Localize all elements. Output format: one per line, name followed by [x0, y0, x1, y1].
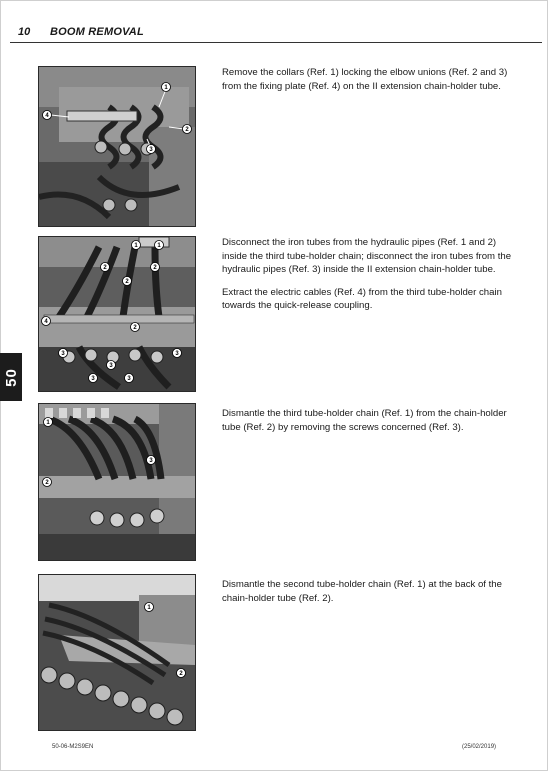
svg-text:1: 1: [157, 243, 161, 249]
svg-text:3: 3: [175, 351, 179, 357]
svg-text:3: 3: [61, 351, 65, 357]
step-4-callout-1: [145, 603, 154, 612]
chapter-tab: [0, 353, 22, 401]
step-3-paragraph: Dismantle the third tube-holder chain (Ref. 1) from the chain-holder tube (Ref. 2) by removing the screws concerned (Ref. 3).: [222, 408, 507, 433]
step-4-paragraph: Dismantle the second tube-holder chain (Ref. 1) at the back of the chain-holder tube (Ref. 2).: [222, 579, 502, 604]
step-4-callout-2: [177, 669, 186, 678]
svg-text:2: 2: [185, 127, 189, 133]
step-3-text: [222, 407, 512, 443]
svg-text:3: 3: [91, 376, 95, 382]
step-1-callout-4: [43, 111, 52, 120]
svg-text:1: 1: [46, 420, 50, 426]
svg-text:2: 2: [153, 265, 157, 271]
step-4-text: [222, 578, 512, 614]
svg-text:1: 1: [164, 85, 168, 91]
step-2-callout-4: [42, 317, 51, 326]
svg-text:2: 2: [45, 480, 49, 486]
svg-text:2: 2: [179, 671, 183, 677]
step-2-text: [222, 236, 512, 322]
header-rule: [10, 42, 542, 43]
footer-doc-code: 50-06-M2S9EN: [52, 744, 94, 750]
svg-text:1: 1: [147, 605, 151, 611]
svg-text:2: 2: [125, 279, 129, 285]
step-2-callout-2c: [151, 263, 160, 272]
step-2-callout-2d: [131, 323, 140, 332]
footer-date: (25/02/2019): [462, 744, 497, 750]
svg-text:1: 1: [134, 243, 138, 249]
step-2-paragraph-1: Disconnect the iron tubes from the hydraulic pipes (Ref. 1 and 2) inside the third tube-holder chain; disconnect the iron tubes from the hydraulic pipes (Ref. 3) inside the II extension chain-holder tube.: [222, 237, 512, 276]
svg-text:2: 2: [103, 265, 107, 271]
step-2-callout-3a: [59, 349, 68, 358]
step-1-photo: [38, 66, 196, 227]
svg-text:3: 3: [149, 147, 153, 153]
step-1-callout-2: [183, 125, 192, 134]
step-2-callout-3e: [107, 361, 116, 370]
step-2-callout-2a: [101, 263, 110, 272]
step-3-callout-2: [43, 478, 52, 487]
svg-text:2: 2: [133, 325, 137, 331]
step-1-callout-3: [147, 145, 156, 154]
step-2-callout-3d: [173, 349, 182, 358]
svg-text:3: 3: [109, 363, 113, 369]
step-2-photo: [38, 236, 196, 392]
step-2-callout-2b: [123, 277, 132, 286]
step-2-callout-1b: [155, 241, 164, 250]
step-2-callout-3b: [89, 374, 98, 383]
step-1-text: [222, 66, 512, 102]
step-3-callout-1: [44, 418, 53, 427]
svg-text:3: 3: [149, 458, 153, 464]
page-number: 10: [18, 26, 31, 38]
section-title: BOOM REMOVAL: [50, 26, 144, 38]
step-3-photo: [38, 403, 196, 561]
step-1-callout-1: [162, 83, 171, 92]
chapter-tab-label: 50: [2, 367, 20, 387]
svg-text:4: 4: [45, 113, 49, 119]
step-2-callout-1a: [132, 241, 141, 250]
page-header: [10, 24, 542, 44]
step-4-photo: [38, 574, 196, 731]
step-1-paragraph: Remove the collars (Ref. 1) locking the elbow unions (Ref. 2 and 3) from the fixing plate (Ref. 4) on the II extension chain-holder tube.: [222, 67, 508, 92]
svg-text:4: 4: [44, 319, 48, 325]
step-2-paragraph-2: Extract the electric cables (Ref. 4) from the third tube-holder chain towards the quick-release coupling.: [222, 286, 502, 312]
svg-text:3: 3: [127, 376, 131, 382]
step-3-callout-3: [147, 456, 156, 465]
step-2-callout-3c: [125, 374, 134, 383]
